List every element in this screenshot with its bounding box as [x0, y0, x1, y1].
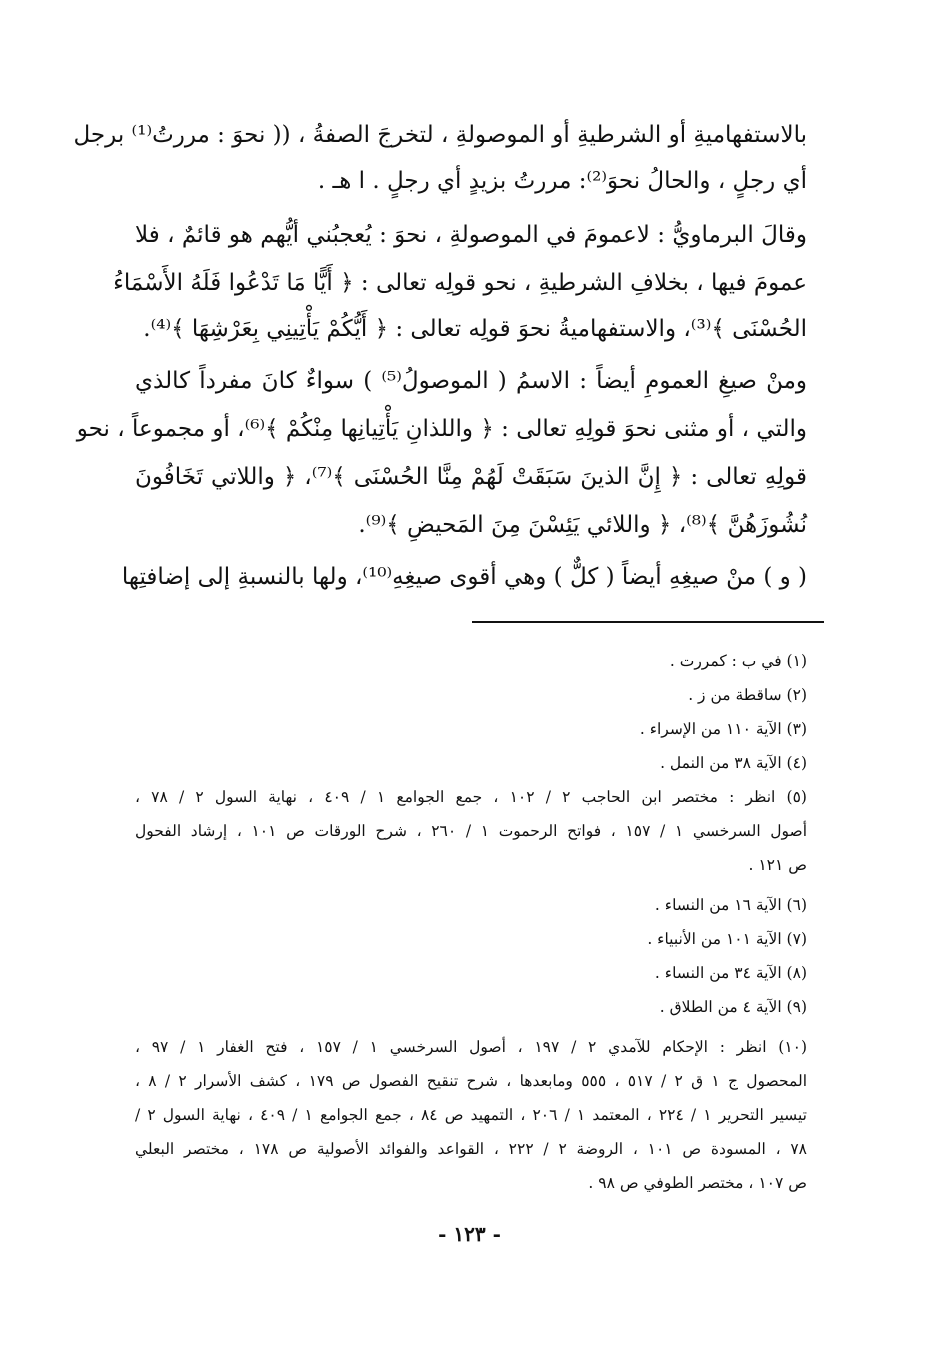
footnote-line: (٩) الآية ٤ من الطلاق .: [659, 998, 807, 1016]
footnote-line: (٨) الآية ٣٤ من النساء .: [654, 964, 807, 982]
body-line: بالاستفهاميةِ أو الشرطيةِ أو الموصولةِ ، لتخرجَ الصفةُ ، (( نحوَ : مررتُ⁽¹⁾ برجل: [73, 122, 807, 148]
body-line: الحُسْنَى ﴾⁽³⁾، والاستفهاميةُ نحوَ قولِه تعالى : ﴿ أَيُّكُمْ يَأْتِينِي بِعَرْشِهَا ﴾⁽⁴⁾.: [143, 316, 807, 342]
footnote-line: أصول السرخسي ١ / ١٥٧ ، فواتح الرحموت ١ / ٢٦٠ ، شرح الورقات ص ١٠١ ، إرشاد الفحول: [135, 822, 808, 840]
page-number: - ١٢٣ -: [438, 1222, 501, 1246]
footnote-line: تيسير التحرير ١ / ٢٢٤ ، المعتمد ١ / ٢٠٦ ، التمهيد ص ٨٤ ، جمع الجوامع ١ / ٤٠٩ ، نهاية السول ٢ /: [135, 1106, 807, 1124]
body-line: نُشُوزَهُنَّ ﴾⁽⁸⁾، ﴿ واللائي يَئِسْنَ مِنَ المَحيضِ ﴾⁽⁹⁾.: [358, 512, 807, 538]
footnote-line: (٧) الآية ١٠١ من الأنبياء .: [647, 930, 807, 948]
footnote-line: ص ١٢١ .: [748, 856, 807, 874]
footnote-line: ص ١٠٧ ، مختصر الطوفي ص ٩٨ .: [588, 1174, 807, 1192]
footnote-line: (٤) الآية ٣٨ من النمل .: [660, 754, 807, 772]
body-line: ومنْ صيغِ العمومِ أيضاً : الاسمُ ( الموصولُ⁽⁵⁾ ) سواءٌ كانَ مفرداً كالذي: [135, 368, 807, 394]
footnote-line: (١٠) انظر : الإحكام للآمدي ٢ / ١٩٧ ، أصول السرخسي ١ / ١٥٧ ، فتح الغفار ١ / ٩٧ ،: [135, 1038, 808, 1056]
body-line: أي رجلٍ ، والحالُ نحوَ⁽²⁾: مررتُ بزيدٍ أي رجلٍ . ا هـ .: [317, 168, 807, 194]
body-line: وقالَ البرماويُّ : لاعمومَ في الموصولةِ ، نحوَ : يُعجبُني أيُّهم هو قائمٌ ، فلا: [135, 222, 807, 248]
footnote-line: ٧٨ ، المسودة ص ١٠١ ، الروضة ٢ / ٢٢٢ ، القواعد والفوائد الأصولية ص ١٧٨ ، مختصر البعلي: [135, 1140, 808, 1158]
footnote-line: (٦) الآية ١٦ من النساء .: [654, 896, 807, 914]
footnote-line: (٢) ساقطة من ز .: [688, 686, 807, 704]
footnote-line: (٣) الآية ١١٠ من الإسراء .: [639, 720, 807, 738]
body-line: والتي ، أو مثنى نحوَ قولِهِ تعالى : ﴿ واللذانِ يَأْتِيانِها مِنْكُمْ ﴾⁽⁶⁾، أو مجموعاً ، نحو: [76, 416, 807, 442]
body-line: عمومَ فيها ، بخلافِ الشرطيةِ ، نحو قولِه تعالى : ﴿ أَيًّا مَا تَدْعُوا فَلَهُ الأَسْمَاءُ: [113, 270, 807, 296]
footnote-line: (٥) انظر : مختصر ابن الحاجب ٢ / ١٠٢ ، جمع الجوامع ١ / ٤٠٩ ، نهاية السول ٢ / ٧٨ ،: [135, 788, 807, 806]
body-line: قولِهِ تعالى : ﴿ إِنَّ الذينَ سَبَقَتْ لَهُمْ مِنَّا الحُسْنَى ﴾⁽⁷⁾، ﴿ واللاتي تَخَافُونَ: [135, 464, 807, 490]
footnote-line: (١) في ب : كمررت .: [669, 652, 807, 670]
body-line: ( و ) منْ صيغِهِ أيضاً ( كلٌّ ) وهي أقوى صيغِهِ⁽¹⁰⁾، ولها بالنسبةِ إلى إضافتِها: [121, 564, 807, 590]
footnote-separator: [472, 621, 824, 623]
footnote-line: المحصول ج ١ ق ٢ / ٥١٧ ، ٥٥٥ ومابعدها ، شرح تنقيح الفصول ص ١٧٩ ، كشف الأسرار ٢ / ٨ ،: [135, 1072, 807, 1090]
